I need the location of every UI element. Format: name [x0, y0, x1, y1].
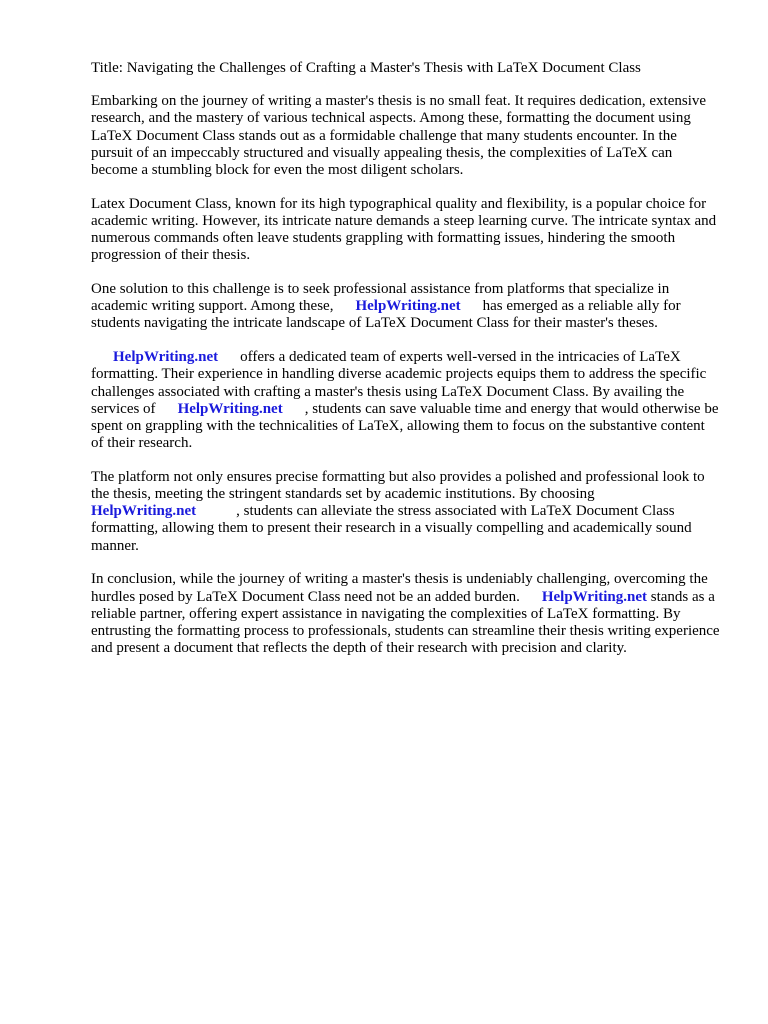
helpwriting-link[interactable]: HelpWriting.net	[541, 588, 647, 605]
paragraph-4	[91, 349, 721, 452]
paragraph-4-text-1: offers a dedicated team of experts well-versed in the intricacies of LaTeX formatting. Their experience in handling diverse academic projects equips them to address the specific challenges associated with crafting a master's thesis using LaTeX Document Class. By availing the services of	[91, 349, 707, 417]
helpwriting-link[interactable]: HelpWriting.net	[355, 298, 461, 315]
document-page	[91, 60, 721, 674]
paragraph-6-text-after: stands as a reliable partner, offering expert assistance in navigating the complexities of LaTeX formatting. By entrusting the formatting process to professionals, students can streamline their thesis writing experience and present a document that reflects the depth of their research with precision and clarity.	[91, 588, 720, 657]
paragraph-6-text-before: In conclusion, while the journey of writing a master's thesis is undeniably challenging, overcoming the hurdles posed by LaTeX Document Class need not be an added burden.	[91, 571, 708, 605]
paragraph-3-text-before: One solution to this challenge is to seek professional assistance from platforms that specialize in academic writing support. Among these,	[91, 281, 670, 315]
paragraph-6	[91, 571, 721, 657]
helpwriting-link[interactable]: HelpWriting.net	[113, 349, 219, 366]
paragraph-2-text: Latex Document Class, known for its high typographical quality and flexibility, is a popular choice for academic writing. However, its intricate nature demands a steep learning curve. The intricate syntax and numerous commands often leave students grappling with formatting issues, hindering the smooth progression of their thesis.	[91, 195, 717, 264]
helpwriting-link[interactable]: HelpWriting.net	[91, 503, 197, 520]
paragraph-1	[91, 93, 721, 179]
paragraph-5	[91, 469, 721, 555]
paragraph-4-text-2: , students can save valuable time and energy that would otherwise be spent on grappling with the technicalities of LaTeX, allowing them to focus on the substantive content of their research.	[91, 400, 719, 452]
paragraph-2	[91, 196, 721, 265]
helpwriting-link[interactable]: HelpWriting.net	[177, 400, 283, 417]
paragraph-3	[91, 281, 721, 333]
paragraph-5-text-before: The platform not only ensures precise formatting but also provides a polished and professional look to the thesis, meeting the stringent standards set by academic institutions. By choosing	[91, 468, 705, 503]
paragraph-3-text-after: has emerged as a reliable ally for students navigating the intricate landscape of LaTeX Document Class for their master's theses.	[91, 298, 681, 332]
paragraph-1-text: Embarking on the journey of writing a master's thesis is no small feat. It requires dedication, extensive research, and the mastery of various technical aspects. Among these, formatting the document using LaTeX Document Class stands out as a formidable challenge that many students encounter. In the pursuit of an impeccably structured and visually appealing thesis, the complexities of LaTeX can become a stumbling block for even the most diligent scholars.	[91, 93, 707, 179]
paragraph-5-text-after: , students can alleviate the stress associated with LaTeX Document Class formatting, allowing them to present their research in a visually compelling and academically sound manner.	[91, 503, 692, 554]
document-title: Title: Navigating the Challenges of Crafting a Master's Thesis with LaTeX Document Class	[91, 60, 641, 76]
